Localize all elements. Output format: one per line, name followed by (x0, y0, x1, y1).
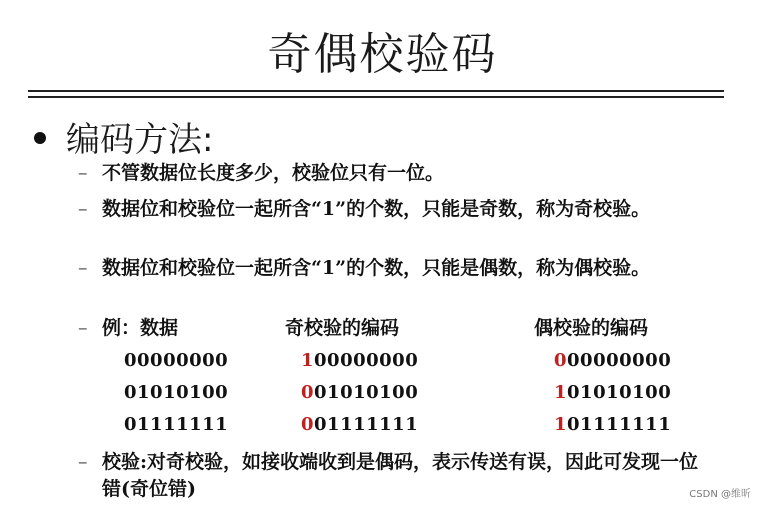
even-code (554, 350, 671, 371)
list-item-text: 例：数据 (102, 317, 179, 339)
main-bullet (34, 112, 213, 161)
code-rest: 00000000 (314, 350, 419, 371)
even-code (554, 414, 671, 435)
bullet-dot-icon (34, 132, 46, 144)
main-bullet-label: 编码方法: (66, 120, 214, 160)
parity-bit: 0 (301, 382, 315, 403)
dash-icon: – (78, 317, 88, 339)
dash-icon: – (78, 162, 88, 184)
dash-icon: – (78, 451, 88, 473)
code-rest: 01111111 (567, 414, 672, 435)
slide-title: 奇偶校验码 (267, 29, 498, 80)
code-rest: 00000000 (567, 350, 672, 371)
list-item (78, 160, 718, 187)
code-rest: 01010100 (567, 382, 672, 403)
data-code: 01111111 (124, 414, 229, 435)
list-item (78, 255, 718, 282)
list-item (78, 449, 718, 503)
watermark: CSDN @维昕 (689, 489, 751, 500)
data-code: 01010100 (124, 382, 229, 403)
list-item (78, 196, 718, 223)
parity-bit: 0 (301, 414, 315, 435)
dash-icon: – (78, 198, 88, 220)
code-rest: 01010100 (314, 382, 419, 403)
title-divider-top (28, 90, 724, 92)
odd-code (301, 382, 418, 403)
title-divider-bottom (28, 96, 724, 98)
dash-icon: – (78, 257, 88, 279)
even-parity-header: 偶校验的编码 (534, 317, 649, 339)
data-code: 00000000 (124, 350, 229, 371)
list-item-text: 数据位和校验位一起所含“1”的个数，只能是奇数，称为奇校验。 (102, 198, 651, 220)
parity-bit: 1 (301, 350, 315, 371)
list-item-text: 不管数据位长度多少，校验位只有一位。 (102, 162, 445, 184)
parity-bit: 1 (554, 382, 568, 403)
list-item-text: 数据位和校验位一起所含“1”的个数，只能是偶数，称为偶校验。 (102, 257, 651, 279)
list-item-text: 校验:对奇校验，如接收端收到是偶码，表示传送有误，因此可发现一位错(奇位错) (102, 451, 699, 500)
odd-code (301, 414, 418, 435)
odd-parity-header: 奇校验的编码 (285, 317, 400, 339)
parity-bit: 0 (554, 350, 568, 371)
odd-code (301, 350, 418, 371)
even-code (554, 382, 671, 403)
code-rest: 01111111 (314, 414, 419, 435)
parity-bit: 1 (554, 414, 568, 435)
